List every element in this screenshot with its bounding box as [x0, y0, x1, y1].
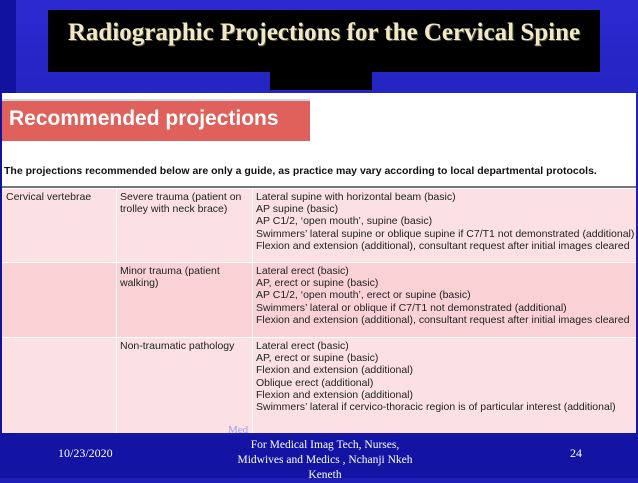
projection-item: Swimmers’ lateral if cervico-thoracic region is of particular interest (additional)	[256, 401, 616, 414]
footer-credit-line: Keneth	[308, 469, 342, 481]
projection-item: Flexion and extension (additional)	[256, 388, 414, 401]
column-divider	[116, 189, 117, 262]
footer-credit	[215, 438, 435, 483]
column-divider	[252, 263, 253, 337]
table-row	[2, 338, 636, 433]
content-image	[2, 93, 636, 433]
condition-cell: Non-traumatic pathology	[120, 340, 235, 352]
projection-item: Lateral erect (basic)	[256, 265, 349, 277]
table-top-rule	[2, 186, 636, 188]
projection-item: AP supine (basic)	[256, 203, 339, 216]
projection-item: AP, erect or supine (basic)	[256, 352, 379, 365]
projection-item: AP C1/2, ‘open mouth’, erect or supine (basic)	[256, 289, 471, 302]
banner-label: Recommended projections	[9, 107, 279, 130]
page-number: 24	[570, 446, 582, 460]
projection-item: Swimmers’ lateral or oblique if C7/T1 not demonstrated (additional)	[256, 301, 567, 314]
projections-cell	[256, 340, 636, 413]
projection-item: Flexion and extension (additional), consultant request after initial images cleared	[256, 313, 630, 326]
footer-date: 10/23/2020	[58, 446, 113, 460]
column-divider	[116, 263, 117, 337]
projection-item: Swimmers’ lateral supine or oblique supine if C7/T1 not demonstrated (additional)	[256, 227, 635, 240]
table-row	[2, 263, 636, 338]
title-tab	[270, 58, 372, 90]
projection-item: Lateral supine with horizontal beam (basic)	[256, 191, 456, 203]
projections-banner	[2, 99, 310, 141]
projection-item: AP, erect or supine (basic)	[256, 277, 379, 290]
footer-overlay-text: Med	[228, 424, 249, 436]
projections-cell	[256, 265, 636, 326]
category-cell: Cervical vertebrae	[6, 191, 92, 203]
footer-credit-line: For Medical Imag Tech, Nurses,	[250, 439, 400, 451]
projection-item: Flexion and extension (additional), consultant request after initial images cleared	[256, 239, 630, 252]
column-divider	[116, 338, 117, 433]
projection-item: Lateral erect (basic)	[256, 340, 349, 352]
slide-title: Radiographic Projections for the Cervical Spine	[67, 19, 581, 46]
column-divider	[252, 338, 253, 433]
projection-item: Oblique erect (additional)	[256, 376, 374, 389]
projection-item: Flexion and extension (additional)	[256, 364, 414, 377]
footer-credit-line: Midwives and Medics , Nchanji Nkeh	[237, 454, 413, 466]
condition-cell: Severe trauma (patient on trolley with neck brace)	[120, 191, 242, 216]
table-row	[2, 189, 636, 263]
projections-cell	[256, 191, 636, 252]
projection-item: AP C1/2, ‘open mouth’, supine (basic)	[256, 215, 433, 228]
column-divider	[252, 189, 253, 262]
protocol-note: The projections recommended below are only a guide, as practice may vary according to local departmental protocols.	[4, 165, 597, 177]
condition-cell: Minor trauma (patient walking)	[120, 265, 220, 290]
